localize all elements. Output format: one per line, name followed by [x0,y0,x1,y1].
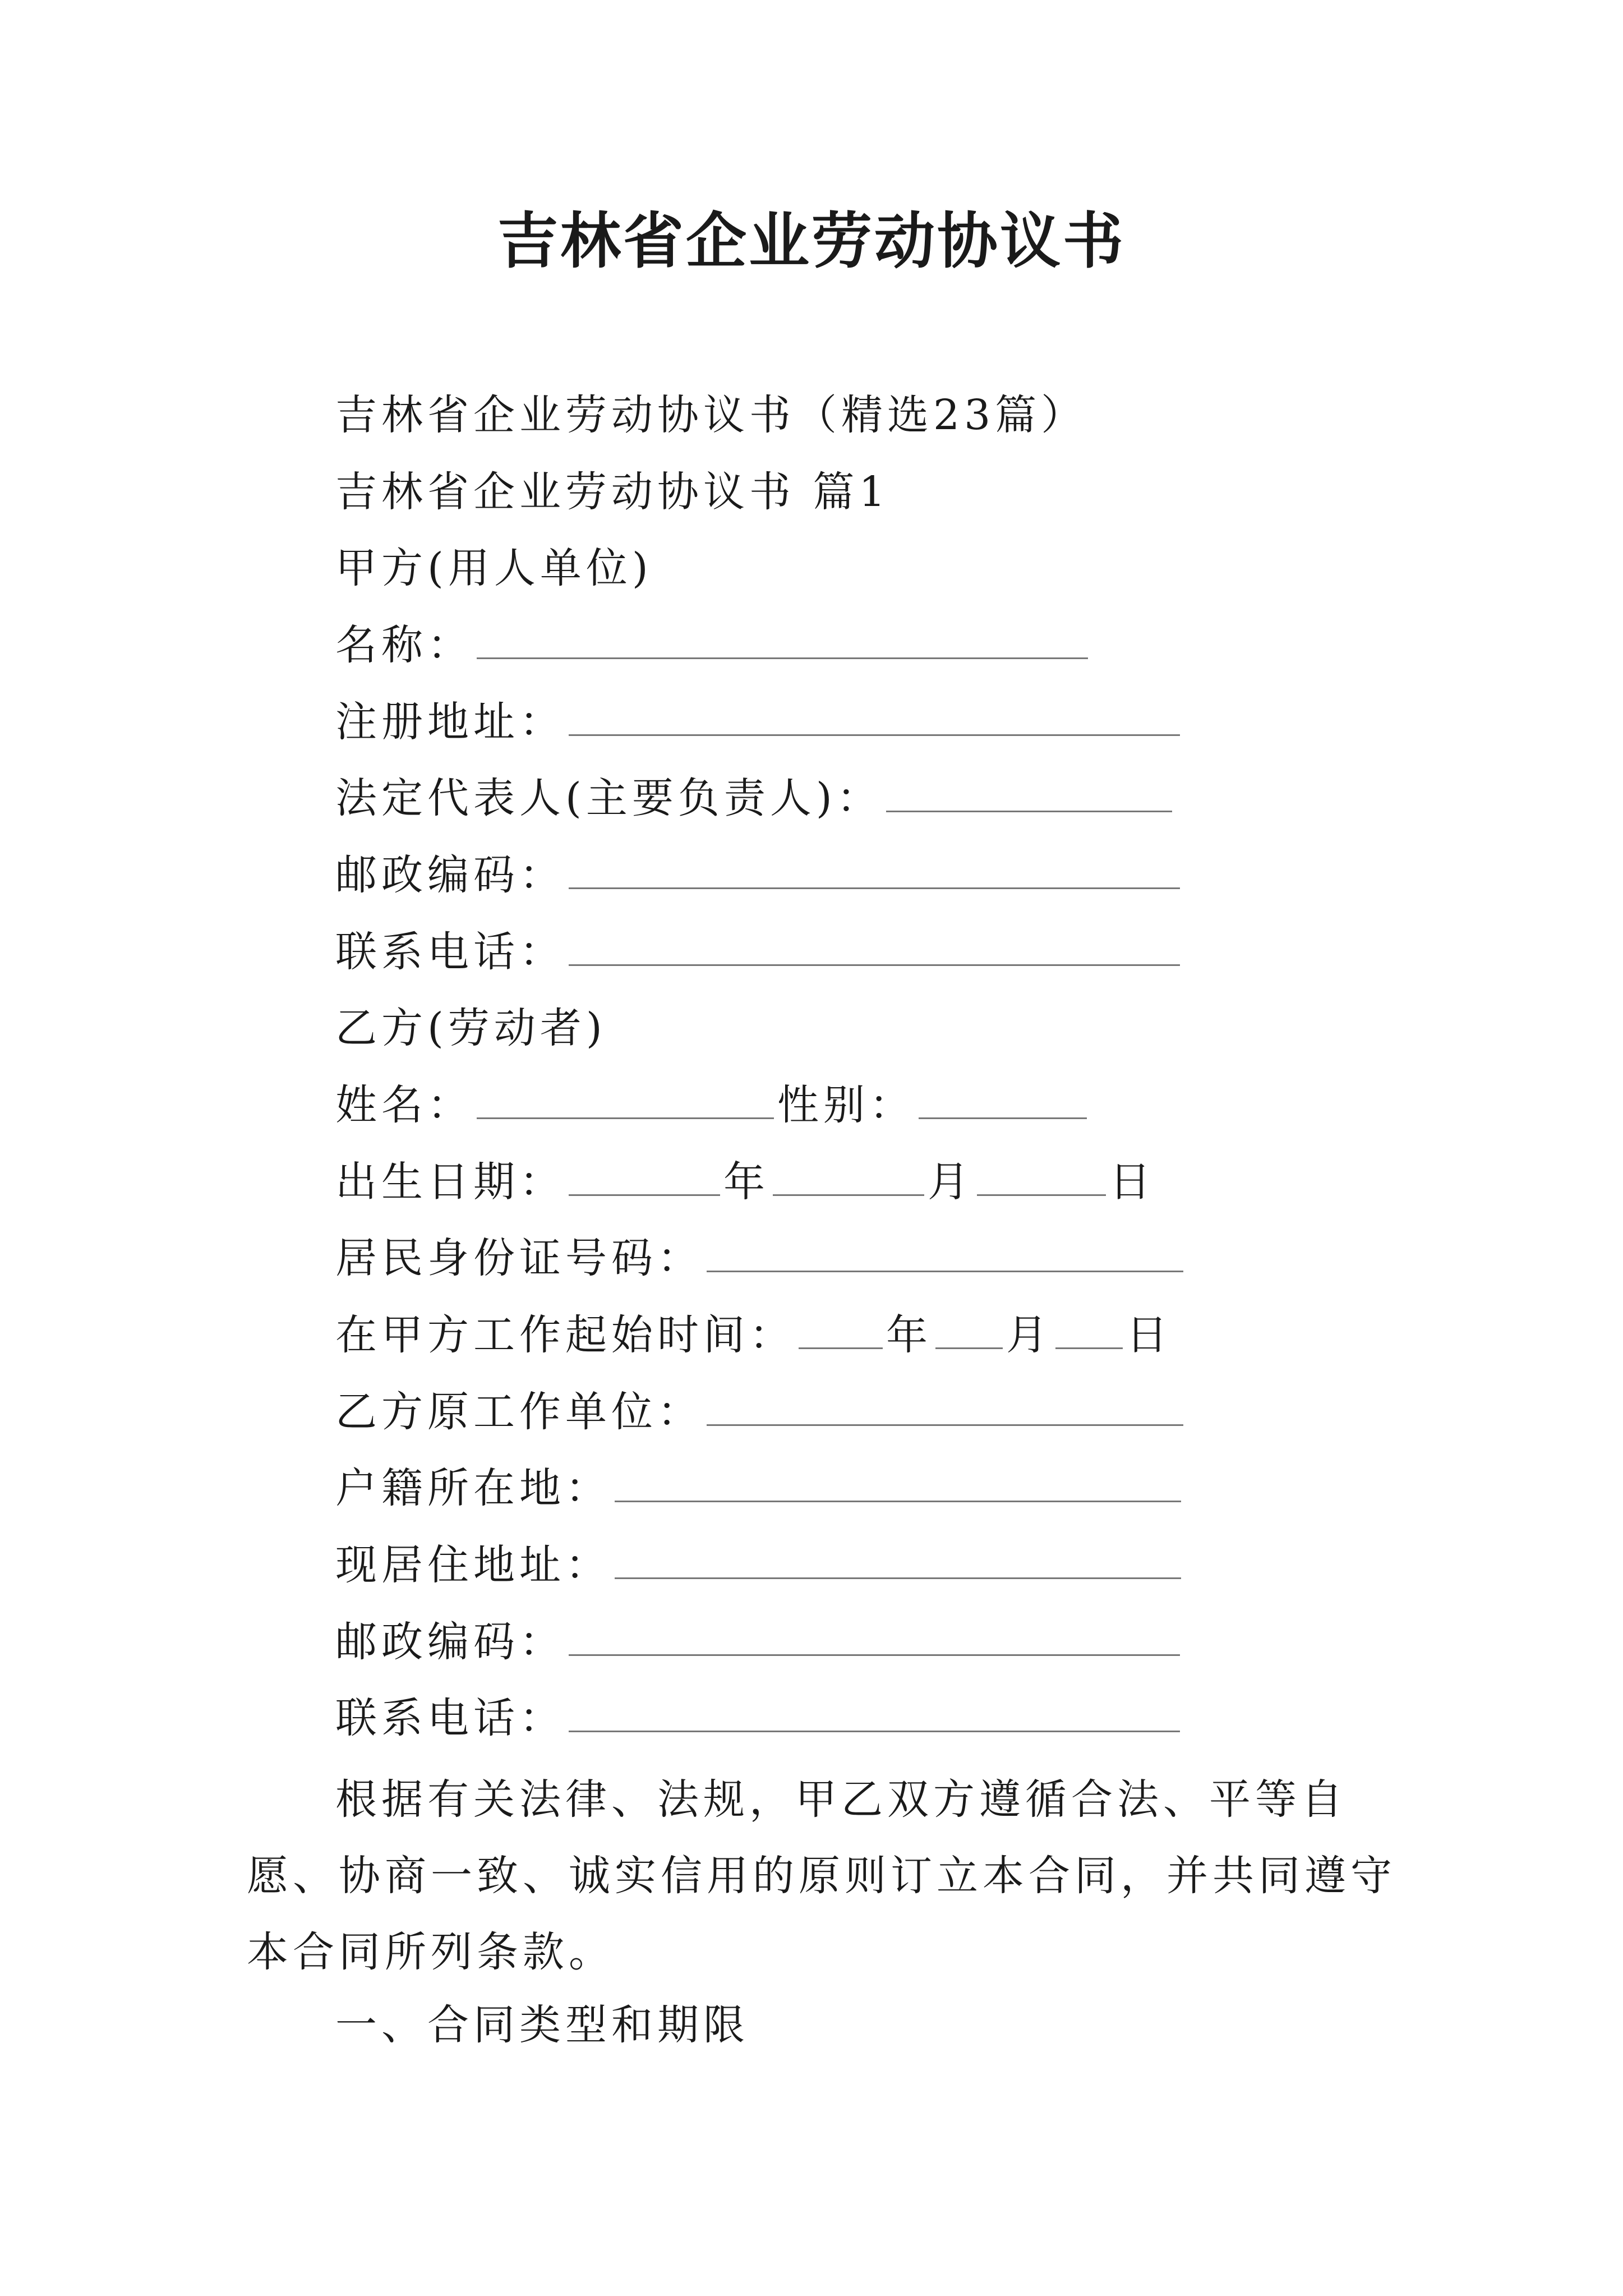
household-blank[interactable] [615,1462,1181,1502]
birth-day-blank[interactable] [977,1156,1106,1196]
start-year-unit: 年 [886,1311,932,1359]
document-subtitle: 吉林省企业劳动协议书（精选23篇） [335,391,1087,439]
party-b-postcode-blank[interactable] [569,1616,1180,1656]
party-b-name-row [335,1074,1090,1136]
party-a-postcode-label: 邮政编码： [335,851,565,899]
residence-label: 现居住地址： [335,1541,611,1589]
party-a-postcode-row [335,844,1183,906]
id-number-row [335,1227,1187,1289]
residence-row [335,1534,1184,1596]
party-a-name-label: 名称： [335,621,473,669]
start-day-blank[interactable] [1055,1309,1123,1349]
party-b-postcode-row [335,1611,1183,1673]
party-a-phone-row [335,921,1183,983]
prev-employer-label: 乙方原工作单位： [335,1388,703,1436]
party-a-address-blank[interactable] [569,696,1180,736]
party-a-heading: 甲方(用人单位) [335,544,653,592]
party-b-phone-blank[interactable] [569,1692,1180,1732]
party-b-heading: 乙方(劳动者) [335,1004,607,1052]
start-year-blank[interactable] [799,1309,883,1349]
start-date-row [335,1304,1172,1366]
start-date-label: 在甲方工作起始时间： [335,1311,795,1359]
id-number-label: 居民身份证号码： [335,1234,703,1282]
party-b-name-blank[interactable] [477,1079,774,1119]
party-a-rep-blank[interactable] [886,772,1172,812]
party-b-name-label: 姓名： [335,1081,473,1129]
party-a-name-blank[interactable] [477,619,1088,659]
birth-month-blank[interactable] [773,1156,924,1196]
chapter-heading: 吉林省企业劳动协议书 篇1 [335,468,890,516]
household-row [335,1457,1184,1519]
residence-blank[interactable] [615,1539,1181,1579]
birth-month-unit: 月 [928,1158,974,1206]
party-a-postcode-blank[interactable] [569,849,1180,889]
document-title: 吉林省企业劳动协议书 [497,206,1126,277]
birth-date-row [335,1151,1155,1213]
party-a-rep-row [335,767,1175,829]
prev-employer-row [335,1381,1187,1443]
party-b-gender-label: 性别： [777,1081,915,1129]
id-number-blank[interactable] [707,1232,1183,1272]
party-a-name-row [335,614,1091,676]
birth-year-unit: 年 [723,1158,769,1206]
party-b-phone-row [335,1687,1183,1749]
intro-paragraph: 根据有关法律、法规，甲乙双方遵循合法、平等自愿、协商一致、诚实信用的原则订立本合同，并共同遵守本合同所列条款。 [247,1775,1396,1976]
start-month-unit: 月 [1006,1311,1052,1359]
household-label: 户籍所在地： [335,1464,611,1512]
party-a-address-label: 注册地址： [335,698,565,746]
party-a-phone-label: 联系电话： [335,928,565,976]
party-b-postcode-label: 邮政编码： [335,1618,565,1666]
start-month-blank[interactable] [935,1309,1003,1349]
birth-date-label: 出生日期： [335,1158,565,1206]
party-a-rep-label: 法定代表人(主要负责人)： [335,774,883,822]
party-b-gender-blank[interactable] [919,1079,1087,1119]
prev-employer-blank[interactable] [707,1386,1183,1426]
birth-year-blank[interactable] [569,1156,720,1196]
section-1-heading: 一、合同类型和期限 [335,2001,749,2049]
party-b-phone-label: 联系电话： [335,1694,565,1742]
party-a-address-row [335,691,1183,753]
party-a-phone-blank[interactable] [569,926,1180,966]
start-day-unit: 日 [1126,1311,1172,1359]
birth-day-unit: 日 [1109,1158,1155,1206]
